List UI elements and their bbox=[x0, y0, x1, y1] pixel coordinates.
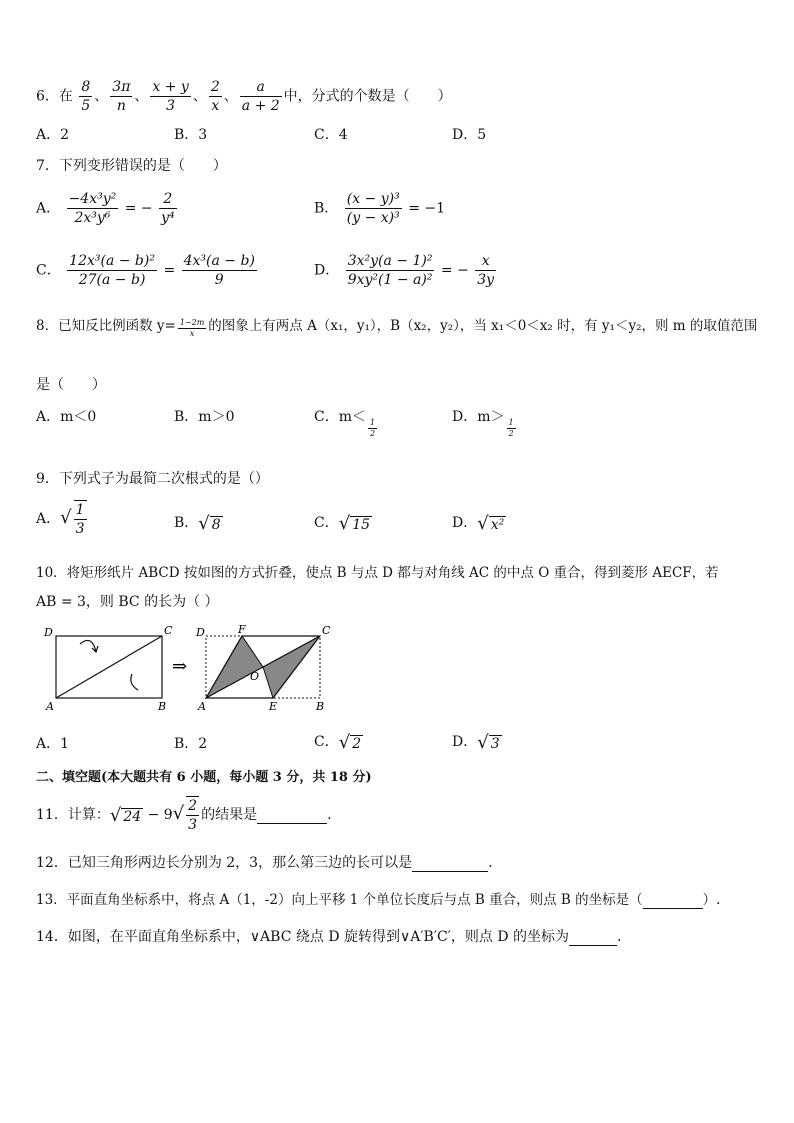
svg-text:⇒: ⇒ bbox=[172, 656, 188, 677]
section-heading: 二、填空题(本大题共有 6 小题，每小题 3 分，共 18 分) bbox=[36, 770, 372, 785]
question-12: 12．已知三角形两边长分别为 2，3，那么第三边的长可以是 . bbox=[36, 855, 493, 871]
q8-option-a[interactable]: A．m＜0 bbox=[36, 409, 97, 425]
svg-text:A: A bbox=[198, 700, 206, 713]
fraction-4: $\frac{2}{x}$ bbox=[210, 79, 220, 114]
fraction-3: $\frac{x + y}{3}$ bbox=[152, 79, 189, 114]
answer-blank[interactable] bbox=[257, 807, 327, 824]
q6-option-b[interactable]: B．3 bbox=[174, 127, 208, 143]
svg-text:C: C bbox=[322, 624, 331, 637]
svg-text:F: F bbox=[238, 623, 246, 636]
answer-blank[interactable] bbox=[643, 892, 703, 909]
question-8-stem: 8．已知反比例函数 y= $\frac{1-2m}{x}$ 的图象上有两点 A（x₁，y₁），B（x₂，y₂），当 x₁＜0＜x₂ 时，有 y₁＜y₂，则 m 的取值范围 bbox=[36, 318, 758, 338]
q10-option-c[interactable]: C．√ 2 bbox=[314, 731, 362, 753]
svg-text:A: A bbox=[46, 700, 54, 713]
q6-option-d[interactable]: D．5 bbox=[452, 127, 487, 143]
fold-arrow-bottom bbox=[131, 674, 138, 690]
q10-option-b[interactable]: B．2 bbox=[174, 736, 208, 752]
svg-text:E: E bbox=[269, 700, 278, 713]
answer-blank[interactable] bbox=[412, 855, 488, 872]
shaded-triangle-left bbox=[206, 636, 263, 698]
q8-option-d[interactable]: D．m＞ $\frac{1}{2}$ bbox=[452, 409, 514, 438]
svg-text:B: B bbox=[158, 700, 167, 713]
question-8-stem-cont: 是（ ） bbox=[36, 377, 106, 393]
question-6-stem: 6．在 $\frac{8}{5}$ 、 $\frac{3\pi}{n}$ 、 $\frac{x + y}{3}$ 、 $\frac{2}{x}$ 、 $\frac{a}{a + 2}$ 中，分式的个数是（ ） bbox=[36, 79, 452, 114]
answer-blank[interactable] bbox=[569, 929, 617, 946]
q7-option-c[interactable]: C． $\frac{\text{12x³(a − b)²}}{27(a - b)}$ = $\frac{\text{4x³(a − b)}}{9}$ bbox=[36, 253, 255, 288]
q7-option-a[interactable]: A． $\frac{\text{−4x³y²}}{\text{2x³y⁶}}$ = − $\frac{2}{\text{y⁴}}$ bbox=[36, 191, 175, 226]
question-14: 14．如图，在平面直角坐标系中，∨ABC 绕点 D 旋转得到∨A′B′C′，则点 D 的坐标为 . bbox=[36, 929, 622, 945]
q7-option-d[interactable]: D． $\frac{\text{3x²y(a − 1)²}}{\text{9xy²(1 − a)²}}$ = − $\frac{x}{3y}$ bbox=[314, 253, 495, 288]
shaded-triangle-right bbox=[263, 636, 320, 698]
q9-option-b[interactable]: B．√ 8 bbox=[174, 512, 221, 534]
svg-text:D: D bbox=[44, 626, 53, 639]
q10-option-d[interactable]: D．√ 3 bbox=[452, 731, 500, 753]
q9-option-d[interactable]: D．√ x² bbox=[452, 512, 505, 534]
svg-text:O: O bbox=[250, 670, 260, 683]
q9-option-c[interactable]: C．√ 15 bbox=[314, 512, 371, 534]
question-10-stem: 10．将矩形纸片 ABCD 按如图的方式折叠，使点 B 与点 D 都与对角线 AC 的中点 O 重合，得到菱形 AECF，若 bbox=[36, 565, 719, 581]
question-10-stem-cont: AB = 3，则 BC 的长为（ ） bbox=[36, 594, 219, 610]
question-11: 11．计算：√ 24 − 9√ $\frac{2}{3}$ 的结果是 . bbox=[36, 798, 332, 833]
svg-text:D: D bbox=[196, 626, 205, 639]
q10-figure bbox=[40, 622, 340, 714]
question-7-stem: 7．下列变形错误的是（ ） bbox=[36, 158, 227, 174]
svg-text:C: C bbox=[164, 624, 173, 637]
q6-option-c[interactable]: C．4 bbox=[314, 127, 348, 143]
q10-option-a[interactable]: A．1 bbox=[36, 736, 70, 752]
fraction-1: $\frac{8}{5}$ bbox=[81, 79, 91, 114]
fraction-2: $\frac{3\pi}{n}$ bbox=[112, 79, 131, 114]
q9-option-a[interactable]: A．√ $\frac{1}{3}$ bbox=[36, 502, 85, 537]
fraction-5: $\frac{a}{a + 2}$ bbox=[241, 79, 280, 114]
q8-option-c[interactable]: C．m＜ $\frac{1}{2}$ bbox=[314, 409, 376, 438]
question-9-stem: 9．下列式子为最简二次根式的是（） bbox=[36, 471, 269, 487]
diagonal-ac bbox=[56, 636, 162, 698]
q6-option-a[interactable]: A．2 bbox=[36, 127, 70, 143]
svg-text:B: B bbox=[316, 700, 325, 713]
q8-option-b[interactable]: B．m＞0 bbox=[174, 409, 235, 425]
question-13: 13．平面直角坐标系中，将点 A（1，-2）向上平移 1 个单位长度后与点 B 重合，则点 B 的坐标是（ ）. bbox=[36, 892, 721, 908]
q7-option-b[interactable]: B． $\frac{\text{(x − y)³}}{\text{(y − x)³}}$ = −1 bbox=[314, 191, 446, 226]
